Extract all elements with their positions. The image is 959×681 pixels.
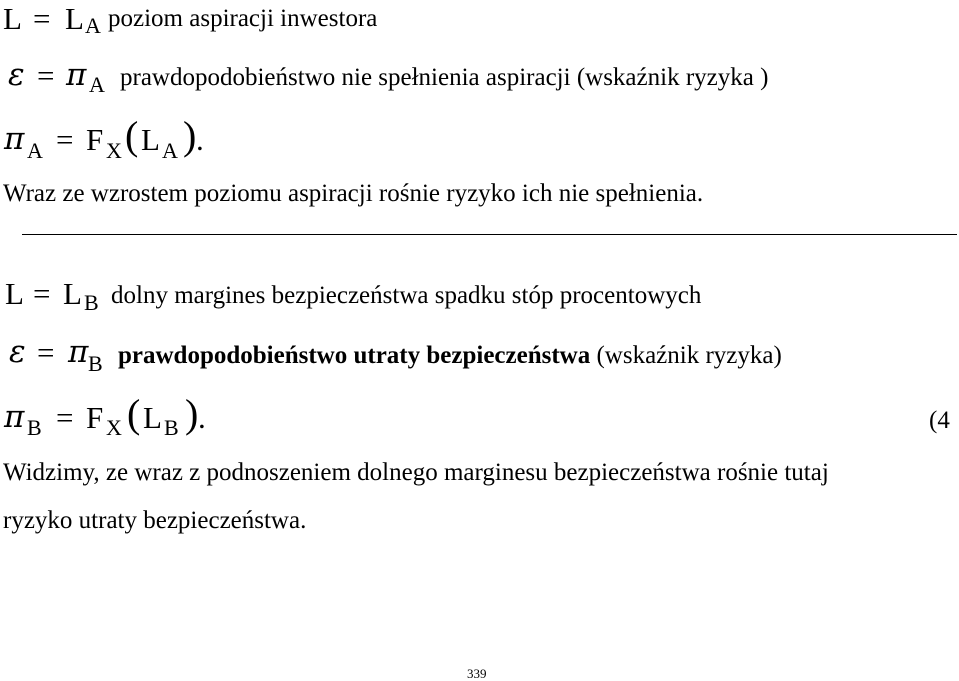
- eq-description-bold: prawdopodobieństwo utraty bezpieczeństwa: [118, 342, 591, 369]
- period: .: [196, 122, 204, 157]
- subscript: B: [88, 351, 103, 376]
- eq-description-rest: (wskaźnik ryzyka): [590, 342, 782, 369]
- subscript: X: [106, 138, 122, 163]
- open-paren: (: [127, 391, 141, 436]
- equals-sign: =: [33, 1, 51, 36]
- eq-description: poziom aspiracji inwestora: [108, 5, 378, 32]
- subscript: B: [27, 415, 42, 440]
- horizontal-rule: [22, 234, 957, 235]
- subscript: X: [106, 415, 122, 440]
- equation-number: (4: [929, 407, 950, 434]
- eq-description: [118, 343, 782, 368]
- symbol-f: F: [86, 400, 104, 435]
- symbol-epsilon: ε: [8, 57, 25, 93]
- symbol-l: L: [65, 1, 84, 36]
- equals-sign: =: [56, 122, 74, 157]
- close-paren: ): [185, 391, 199, 436]
- eq-description: prawdopodobieństwo nie spełnienia aspiracji (wskaźnik ryzyka ): [120, 64, 769, 91]
- subscript: B: [84, 290, 99, 315]
- equals-sign: =: [37, 58, 55, 93]
- equals-sign: =: [33, 276, 51, 311]
- paragraph-conclusion-b-line2: ryzyko utraty bezpieczeństwa.: [3, 507, 307, 534]
- page-number: 339: [467, 666, 487, 681]
- subscript: B: [164, 415, 179, 440]
- paragraph-conclusion-a: Wraz ze wzrostem poziomu aspiracji rośnie ryzyko ich nie spełnienia.: [3, 180, 704, 207]
- symbol-l: L: [5, 276, 24, 311]
- symbol-l: L: [3, 1, 22, 36]
- subscript: A: [27, 138, 43, 163]
- symbol-f: F: [86, 122, 104, 157]
- period: .: [198, 400, 206, 435]
- subscript: A: [85, 13, 101, 38]
- symbol-l: L: [63, 276, 82, 311]
- symbol-l: L: [143, 400, 162, 435]
- equals-sign: =: [37, 335, 55, 370]
- symbol-pi: π: [68, 334, 89, 370]
- close-paren: ): [183, 113, 197, 158]
- paragraph-conclusion-b-line1: Widzimy, ze wraz z podnoszeniem dolnego marginesu bezpieczeństwa rośnie tutaj: [3, 459, 829, 486]
- symbol-pi: π: [4, 121, 25, 157]
- subscript: A: [162, 138, 178, 163]
- open-paren: (: [125, 113, 139, 158]
- eq-description: dolny margines bezpieczeństwa spadku stóp procentowych: [111, 282, 702, 309]
- equals-sign: =: [56, 400, 74, 435]
- symbol-epsilon: ε: [9, 334, 26, 370]
- symbol-pi: π: [4, 399, 25, 435]
- subscript: A: [89, 72, 105, 97]
- symbol-l: L: [141, 122, 160, 157]
- symbol-pi: π: [66, 57, 87, 93]
